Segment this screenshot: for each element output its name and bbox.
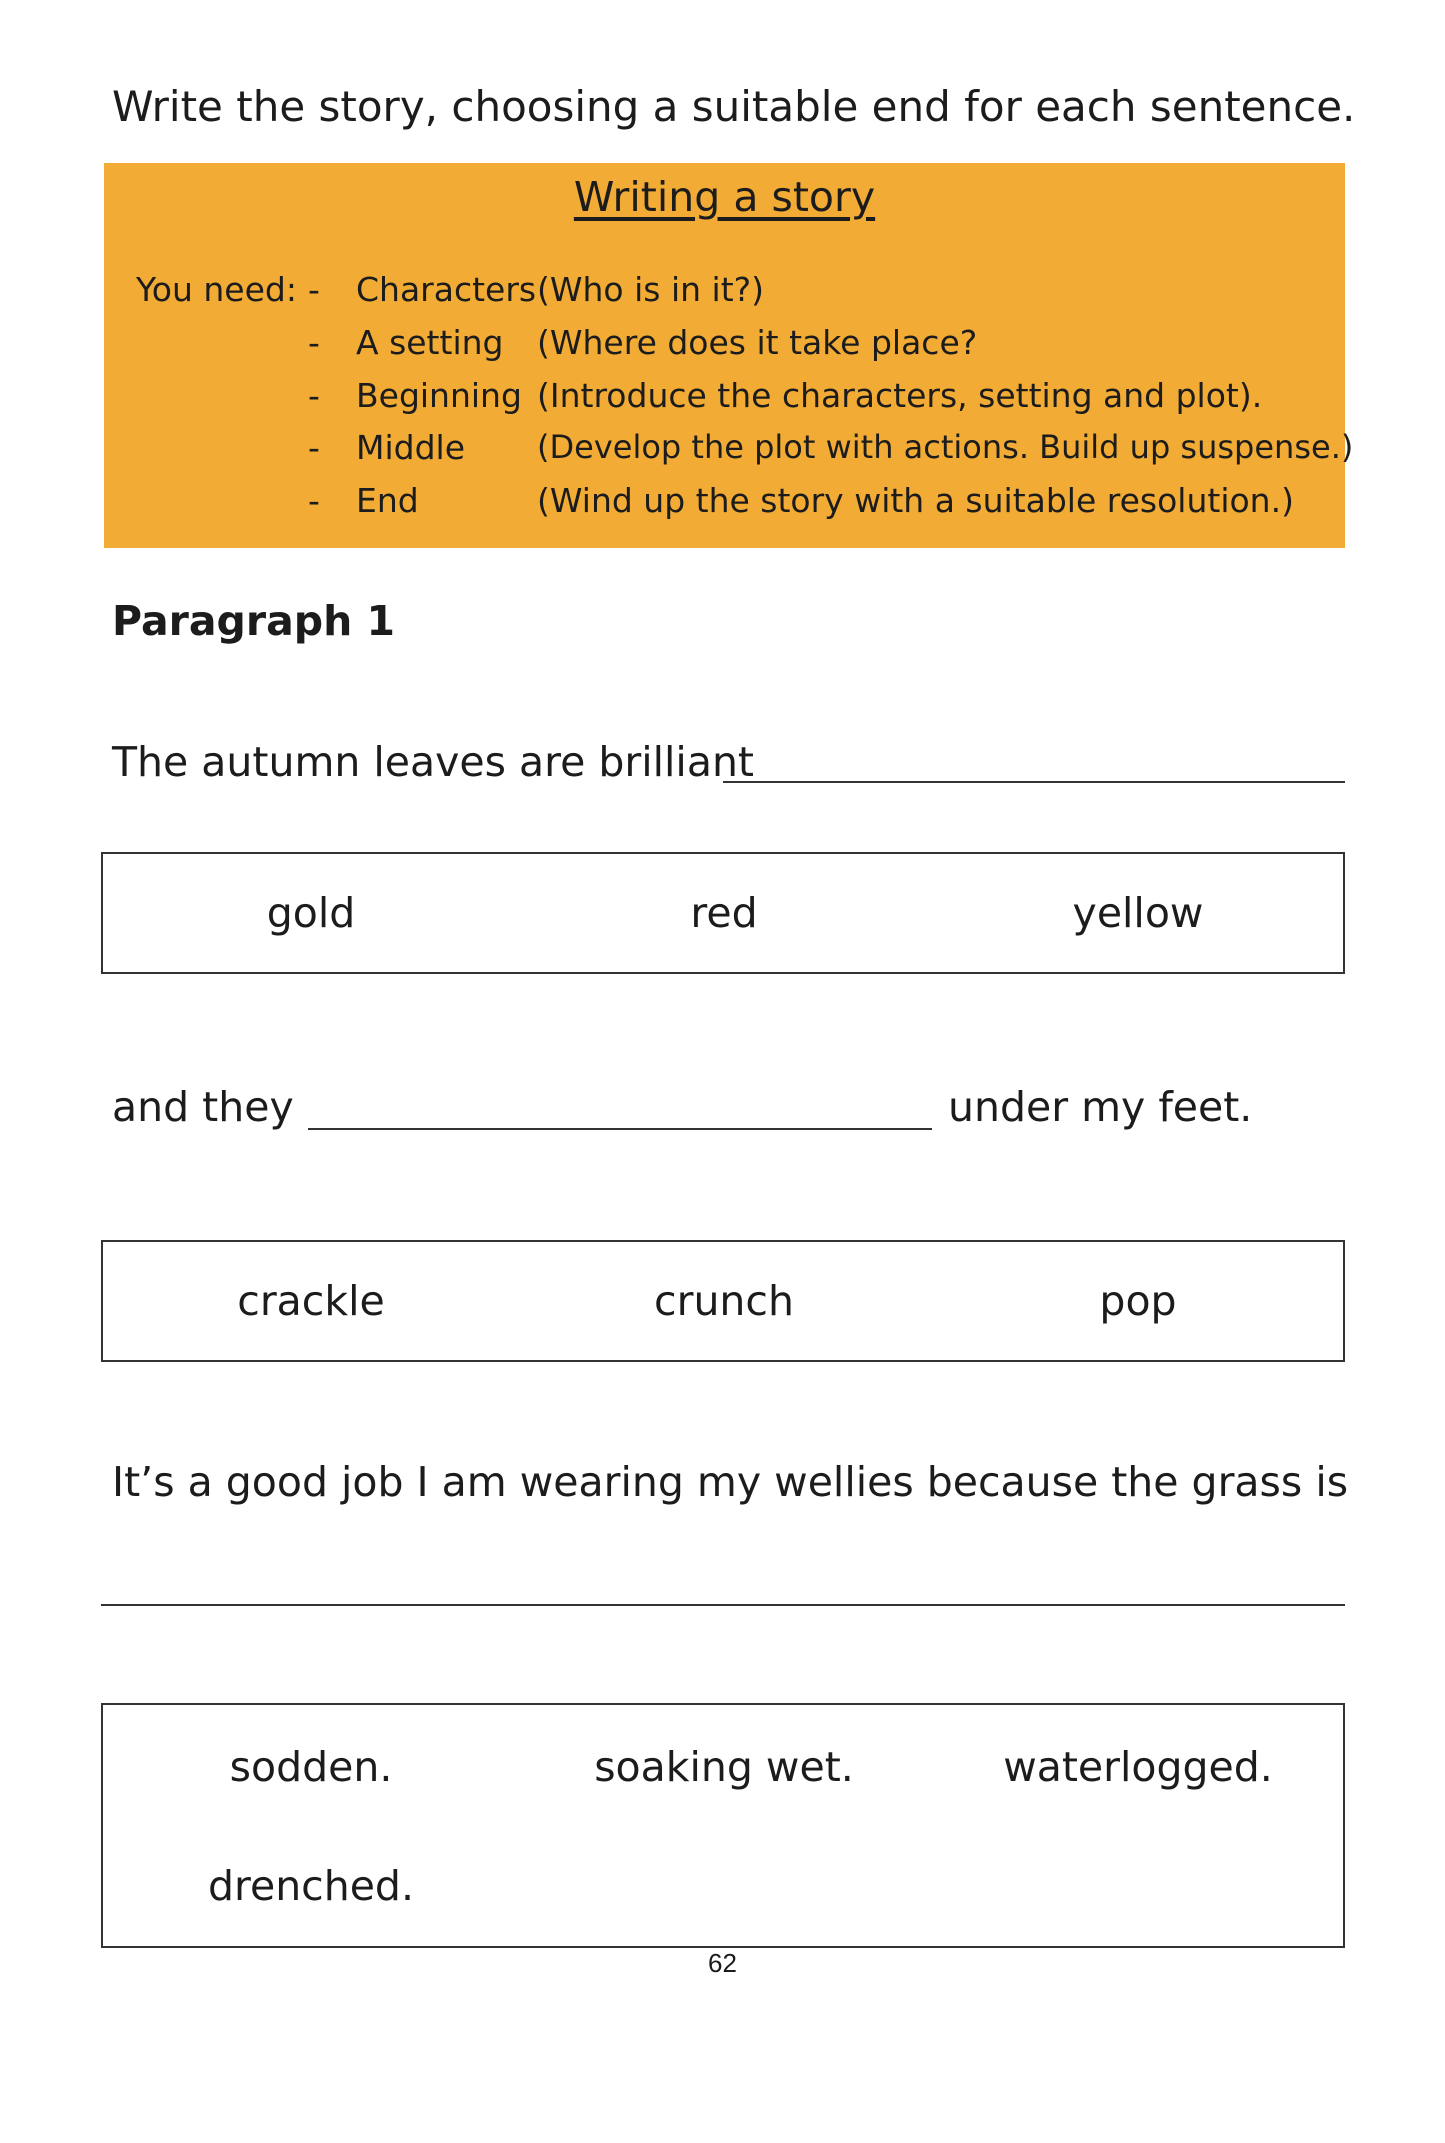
word-choice[interactable]: pop: [1099, 1277, 1177, 1325]
dash-bullet: -: [308, 323, 320, 362]
sentence-2-end: under my feet.: [948, 1083, 1253, 1131]
info-box-title: Writing a story: [573, 173, 876, 221]
info-term: Middle: [356, 428, 466, 467]
info-term: Characters: [356, 270, 537, 309]
answer-blank-2[interactable]: [308, 1128, 932, 1130]
dash-bullet: -: [308, 428, 320, 467]
info-desc: (Introduce the characters, setting and plot).: [537, 376, 1263, 415]
word-choice[interactable]: red: [690, 889, 758, 937]
info-box-lead: You need:: [136, 270, 297, 309]
info-desc: (Develop the plot with actions. Build up suspense.): [537, 428, 1354, 466]
info-desc: (Who is in it?): [537, 270, 765, 309]
word-choice[interactable]: waterlogged.: [1003, 1743, 1273, 1791]
writing-tips-box: [104, 163, 1354, 548]
word-choice[interactable]: drenched.: [207, 1862, 415, 1910]
paragraph-heading: Paragraph 1: [112, 597, 396, 645]
instruction-text: Write the story, choosing a suitable end for each sentence.: [112, 82, 1356, 131]
word-bank-3: [101, 1703, 1345, 1948]
word-bank-2: [101, 1240, 1345, 1362]
word-choice[interactable]: crackle: [237, 1277, 385, 1325]
info-desc: (Wind up the story with a suitable resolution.): [537, 481, 1294, 520]
sentence-3-text: It’s a good job I am wearing my wellies because the grass is: [112, 1458, 1349, 1506]
info-term: End: [356, 481, 419, 520]
dash-bullet: -: [308, 376, 320, 415]
dash-bullet: -: [308, 481, 320, 520]
info-term: Beginning: [356, 376, 522, 415]
answer-blank-1[interactable]: [723, 781, 1345, 783]
word-choice[interactable]: gold: [266, 889, 356, 937]
sentence-1-text: The autumn leaves are brilliant: [112, 738, 755, 786]
word-choice[interactable]: yellow: [1072, 889, 1204, 937]
info-term: A setting: [356, 323, 504, 362]
answer-blank-3[interactable]: [101, 1604, 1345, 1606]
page-number: 62: [708, 1948, 737, 1978]
word-bank-1: [101, 852, 1345, 974]
word-choice[interactable]: crunch: [654, 1277, 794, 1325]
sentence-2-start: and they: [112, 1083, 294, 1131]
word-choice[interactable]: soaking wet.: [594, 1743, 854, 1791]
word-choice[interactable]: sodden.: [229, 1743, 393, 1791]
dash-bullet: -: [308, 270, 320, 309]
info-desc: (Where does it take place?: [537, 323, 978, 362]
